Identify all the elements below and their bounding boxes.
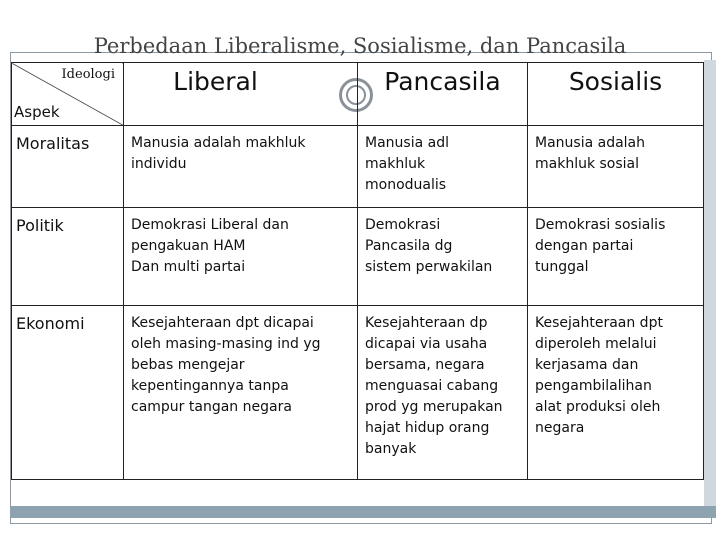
cell-ekonomi-pancasila bbox=[358, 306, 528, 480]
cell-line: diperoleh melalui bbox=[535, 336, 657, 352]
cell-line: menguasai cabang bbox=[365, 378, 499, 394]
cell-line: hajat hidup orang bbox=[365, 420, 490, 436]
table-row-politik bbox=[12, 208, 704, 306]
header-row bbox=[12, 63, 704, 126]
cell-line: monodualis bbox=[365, 177, 447, 193]
cell-ekonomi-sosialis bbox=[528, 306, 704, 480]
cell-politik-sosialis bbox=[528, 208, 704, 306]
column-header-sosialis: Sosialis bbox=[528, 63, 704, 126]
cell-line: pengakuan HAM bbox=[131, 238, 246, 254]
cell-line: pengambilalihan bbox=[535, 378, 652, 394]
cell-line: Kesejahteraan dpt dicapai bbox=[131, 315, 314, 331]
cell-line: Kesejahteraan dp bbox=[365, 315, 488, 331]
cell-line: dengan partai bbox=[535, 238, 634, 254]
cell-line: alat produksi oleh bbox=[535, 399, 661, 415]
cell-line: dicapai via usaha bbox=[365, 336, 488, 352]
column-header-pancasila: Pancasila bbox=[358, 63, 528, 126]
cell-politik-pancasila bbox=[358, 208, 528, 306]
cell-line: Demokrasi sosialis bbox=[535, 217, 666, 233]
cell-line: tunggal bbox=[535, 259, 589, 275]
cell-line: oleh masing-masing ind yg bbox=[131, 336, 321, 352]
cell-line: negara bbox=[535, 420, 585, 436]
corner-cell bbox=[12, 63, 124, 126]
cell-line: Dan multi partai bbox=[131, 259, 246, 275]
slide-title: Perbedaan Liberalisme, Sosialisme, dan Pancasila bbox=[93, 34, 627, 58]
cell-politik-liberal bbox=[124, 208, 358, 306]
cell-ekonomi-liberal bbox=[124, 306, 358, 480]
cell-line: sistem perwakilan bbox=[365, 259, 493, 275]
slide-frame-bottom-bar bbox=[10, 506, 716, 518]
row-label-politik: Politik bbox=[12, 208, 124, 306]
table-row-ekonomi bbox=[12, 306, 704, 480]
cell-line: Manusia adl bbox=[365, 135, 449, 151]
cell-line: Manusia adalah makhluk bbox=[131, 135, 306, 151]
cell-moralitas-liberal bbox=[124, 126, 358, 208]
row-label-moralitas: Moralitas bbox=[12, 126, 124, 208]
slide-frame-right-bar bbox=[704, 60, 716, 518]
cell-line: Kesejahteraan dpt bbox=[535, 315, 663, 331]
cell-line: banyak bbox=[365, 441, 417, 457]
cell-line: makhluk bbox=[365, 156, 426, 172]
corner-label-aspek: Aspek bbox=[14, 103, 60, 121]
cell-line: kepentingannya tanpa bbox=[131, 378, 289, 394]
cell-line: Demokrasi bbox=[365, 217, 441, 233]
column-header-liberal: Liberal bbox=[124, 63, 358, 126]
cell-moralitas-pancasila bbox=[358, 126, 528, 208]
cell-line: bersama, negara bbox=[365, 357, 485, 373]
cell-line: Pancasila dg bbox=[365, 238, 453, 254]
corner-label-ideologi: Ideologi bbox=[61, 67, 115, 82]
cell-line: prod yg merupakan bbox=[365, 399, 503, 415]
table-row-moralitas bbox=[12, 126, 704, 208]
cell-line: individu bbox=[131, 156, 187, 172]
cell-line: bebas mengejar bbox=[131, 357, 245, 373]
cell-line: kerjasama dan bbox=[535, 357, 639, 373]
cell-line: campur tangan negara bbox=[131, 399, 292, 415]
comparison-table bbox=[11, 62, 704, 480]
cell-line: makhluk sosial bbox=[535, 156, 640, 172]
cell-line: Demokrasi Liberal dan bbox=[131, 217, 289, 233]
cell-moralitas-sosialis bbox=[528, 126, 704, 208]
row-label-ekonomi: Ekonomi bbox=[12, 306, 124, 480]
cell-line: Manusia adalah bbox=[535, 135, 646, 151]
